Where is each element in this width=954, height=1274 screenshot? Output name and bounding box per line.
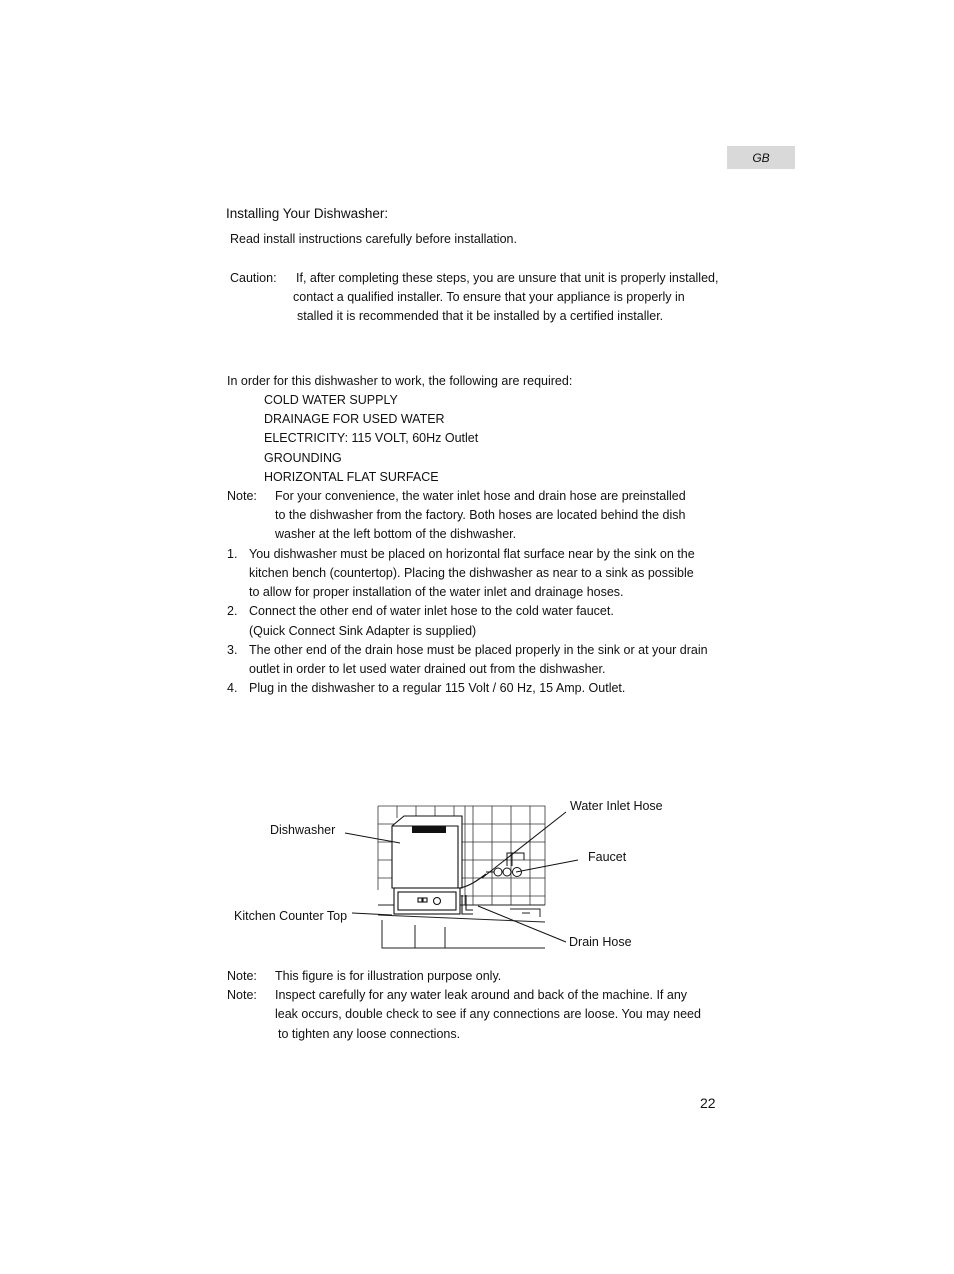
page-number: 22: [700, 1095, 716, 1111]
note-label: Note:: [227, 988, 257, 1002]
step-number: 2.: [227, 604, 238, 618]
step-line: The other end of the drain hose must be placed properly in the sink or at your drain: [249, 643, 708, 657]
caution-label: Caution:: [230, 271, 277, 285]
label-water-inlet-hose: Water Inlet Hose: [570, 799, 663, 813]
caution-line: stalled it is recommended that it be installed by a certified installer.: [297, 309, 664, 323]
note-line: to the dishwasher from the factory. Both hoses are located behind the dish: [275, 508, 686, 522]
note-line: leak occurs, double check to see if any connections are loose. You may need: [275, 1007, 701, 1021]
leader-line-counter: [352, 913, 392, 915]
step-line: outlet in order to let used water drained out from the dishwasher.: [249, 662, 606, 676]
leader-line-water-inlet: [482, 812, 566, 878]
leader-line-drain: [478, 906, 566, 942]
note-label: Note:: [227, 489, 257, 503]
requirements-heading: In order for this dishwasher to work, the following are required:: [227, 374, 573, 388]
page-title: Installing Your Dishwasher:: [226, 206, 389, 221]
requirement-item: DRAINAGE FOR USED WATER: [264, 412, 445, 426]
leader-line-faucet: [516, 860, 578, 872]
step-line: You dishwasher must be placed on horizontal flat surface near by the sink on the: [249, 547, 695, 561]
note-line: For your convenience, the water inlet hose and drain hose are preinstalled: [275, 489, 686, 503]
step-line: Plug in the dishwasher to a regular 115 Volt / 60 Hz, 15 Amp. Outlet.: [249, 681, 626, 695]
requirement-item: HORIZONTAL FLAT SURFACE: [264, 470, 439, 484]
caution-line: If, after completing these steps, you are unsure that unit is properly installed,: [296, 271, 719, 285]
step-line: to allow for proper installation of the water inlet and drainage hoses.: [249, 585, 624, 599]
note-text: This figure is for illustration purpose only.: [275, 969, 502, 983]
note-line: washer at the left bottom of the dishwasher.: [275, 527, 517, 541]
step-line: (Quick Connect Sink Adapter is supplied): [249, 624, 477, 638]
language-badge: GB: [727, 146, 795, 169]
step-line: kitchen bench (countertop). Placing the dishwasher as near to a sink as possible: [249, 566, 694, 580]
requirement-item: GROUNDING: [264, 451, 342, 465]
note-line: to tighten any loose connections.: [278, 1027, 461, 1041]
note-label: Note:: [227, 969, 257, 983]
intro-text: Read install instructions carefully before installation.: [230, 232, 517, 246]
label-dishwasher: Dishwasher: [270, 823, 336, 837]
dishwasher-drawing: [392, 816, 462, 914]
step-number: 4.: [227, 681, 238, 695]
label-kitchen-counter-top: Kitchen Counter Top: [234, 909, 348, 923]
requirement-item: ELECTRICITY: 115 VOLT, 60Hz Outlet: [264, 431, 479, 445]
note-line: Inspect carefully for any water leak around and back of the machine. If any: [275, 988, 688, 1002]
caution-line: contact a qualified installer. To ensure that your appliance is properly in: [293, 290, 685, 304]
label-faucet: Faucet: [588, 850, 627, 864]
step-number: 1.: [227, 547, 238, 561]
step-number: 3.: [227, 643, 238, 657]
requirement-item: COLD WATER SUPPLY: [264, 393, 398, 407]
step-line: Connect the other end of water inlet hose to the cold water faucet.: [249, 604, 614, 618]
label-drain-hose: Drain Hose: [569, 935, 632, 949]
